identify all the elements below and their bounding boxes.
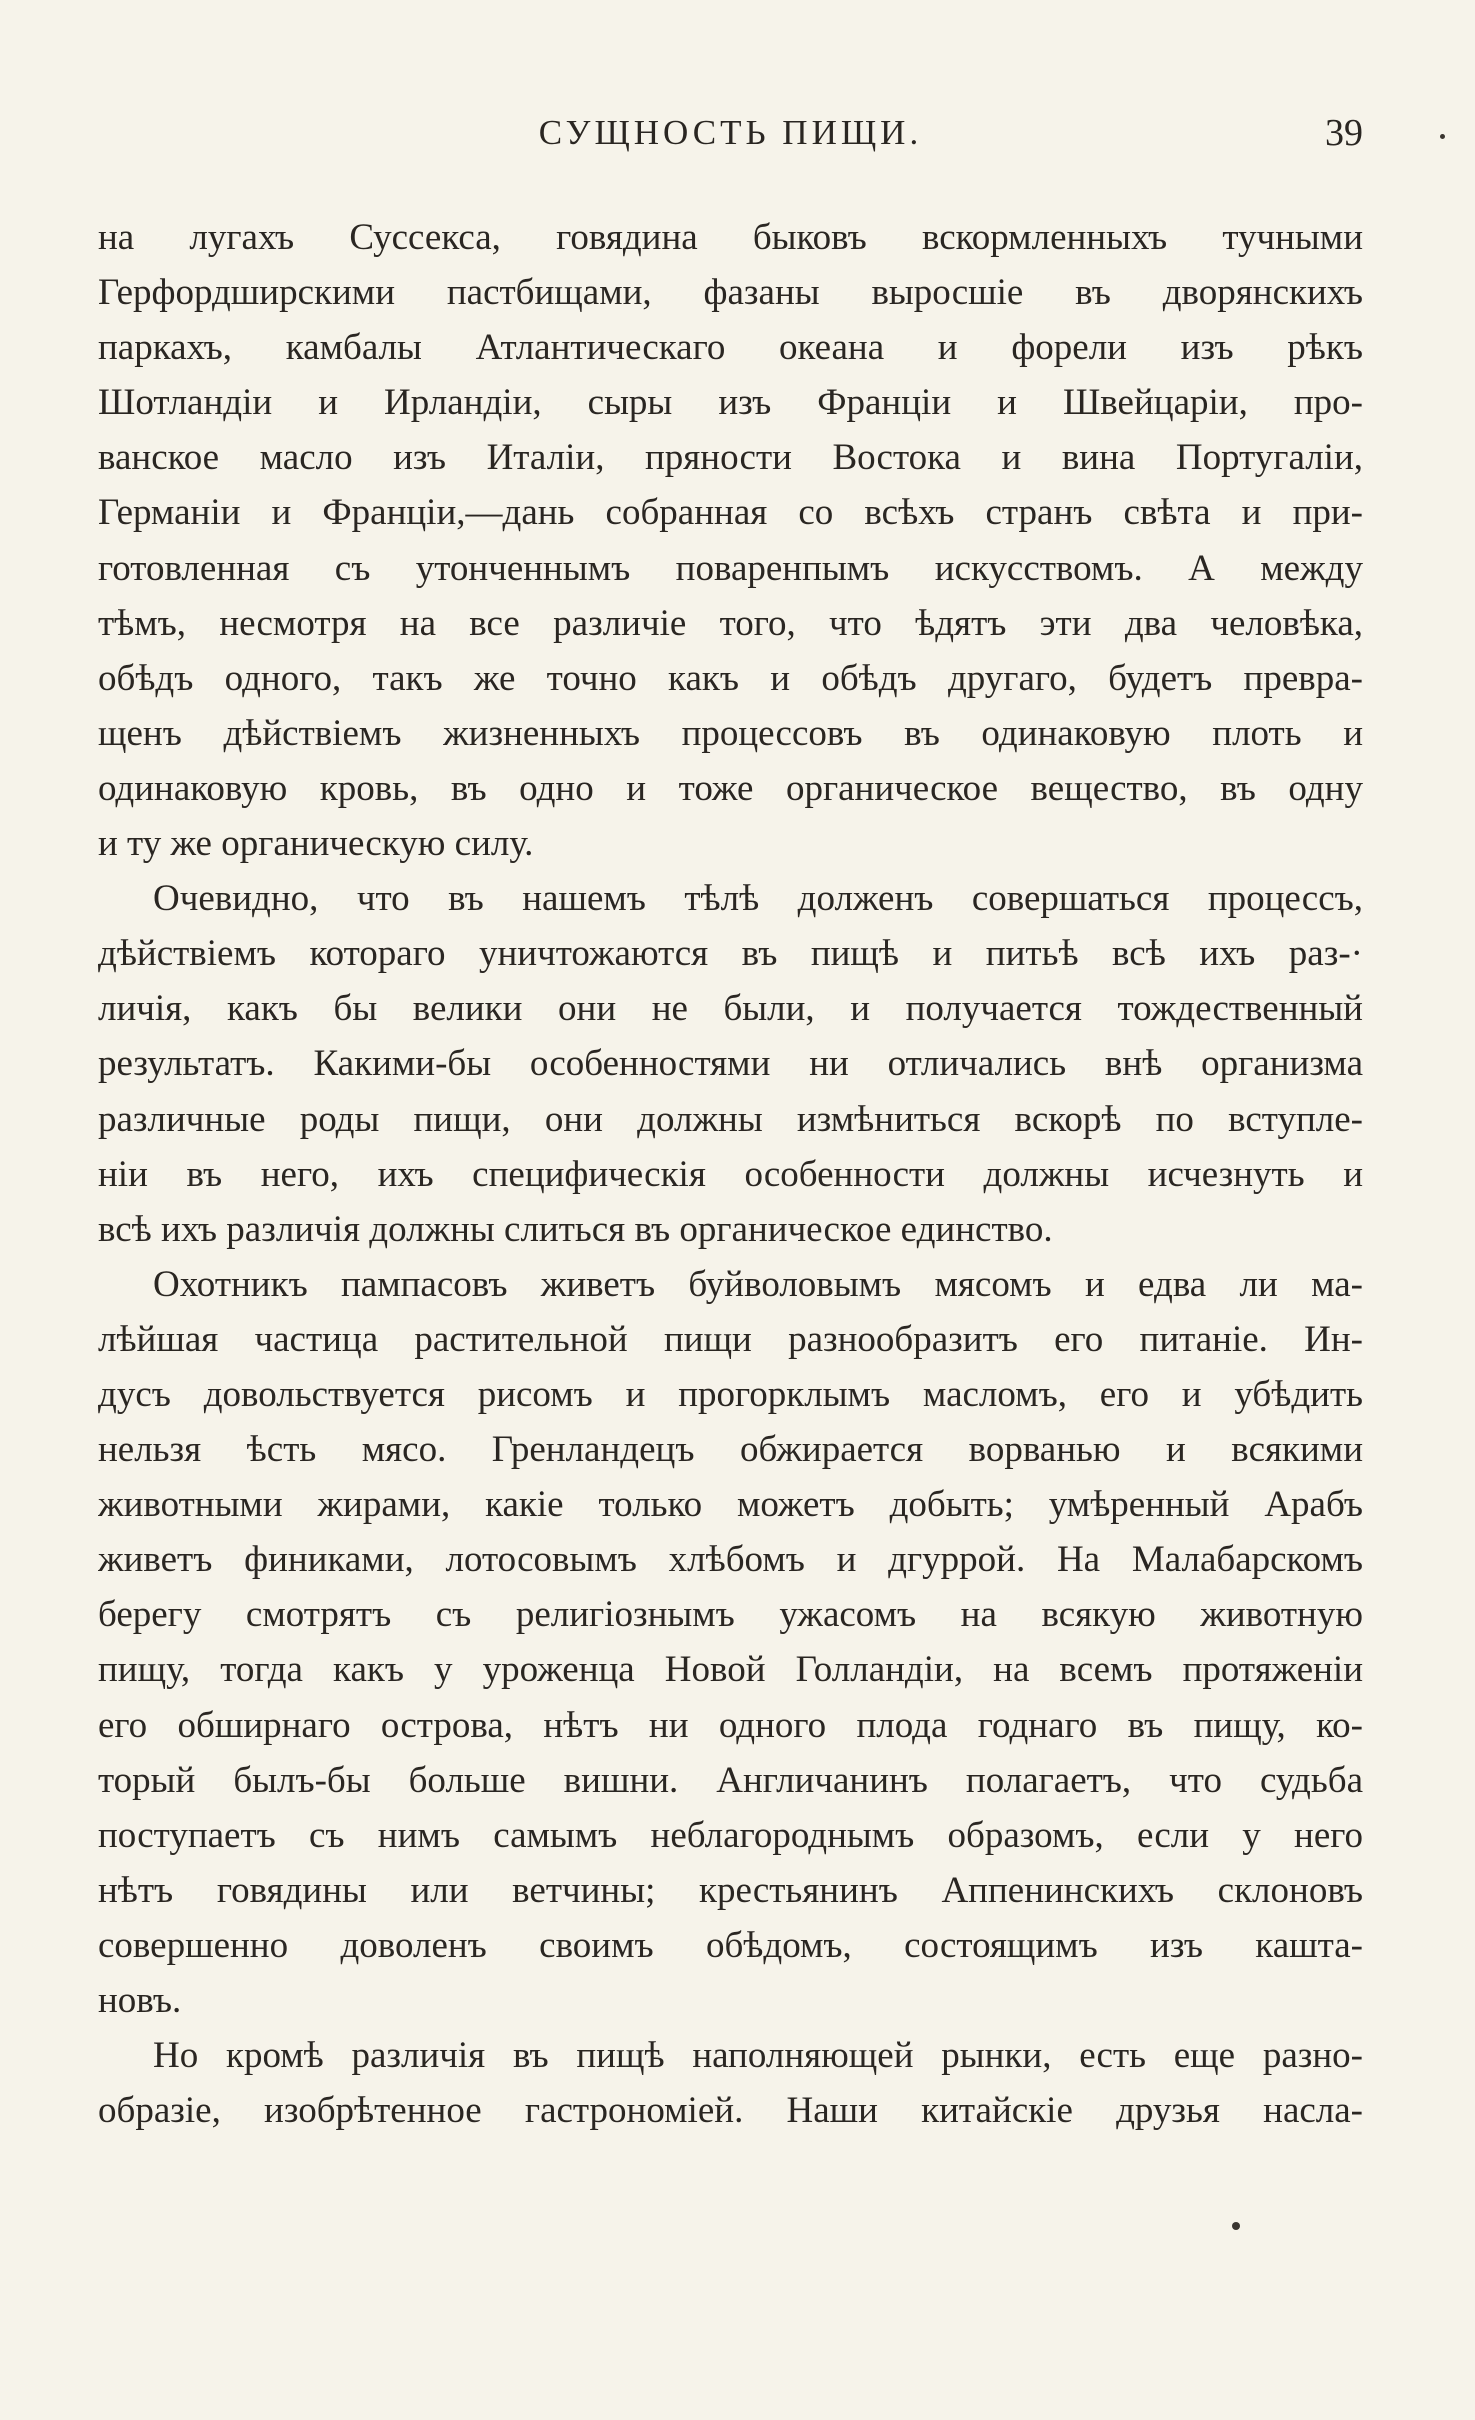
text-line: образіе, изобрѣтенное гастрономіей. Наши китайскіе друзья насла- <box>98 2090 1363 2132</box>
text-line: берегу смотрятъ съ религіознымъ ужасомъ на всякую животную <box>98 1594 1363 1636</box>
ink-speck <box>1440 134 1445 139</box>
text-line: Шотландіи и Ирландіи, сыры изъ Франціи и Швейцаріи, про- <box>98 382 1363 424</box>
text-line: готовленная съ утонченнымъ поваренпымъ искусствомъ. А между <box>98 547 1363 589</box>
paragraph <box>98 210 1363 871</box>
paragraph <box>98 871 1363 1257</box>
text-line: дѣйствіемъ котораго уничтожаются въ пищѣ и питьѣ всѣ ихъ раз-· <box>98 933 1363 975</box>
text-line: пищу, тогда какъ у уроженца Новой Голландіи, на всемъ протяженіи <box>98 1649 1363 1691</box>
text-line: его обширнаго острова, нѣтъ ни одного плода годнаго въ пищу, ко- <box>98 1704 1363 1746</box>
text-line: результатъ. Какими-бы особенностями ни отличались внѣ организма <box>98 1043 1363 1085</box>
paragraph <box>98 1257 1363 2028</box>
text-line: на лугахъ Суссекса, говядина быковъ вскормленныхъ тучными <box>98 217 1363 258</box>
text-line: тѣмъ, несмотря на все различіе того, что ѣдятъ эти два человѣка, <box>98 602 1363 644</box>
text-line: новъ. <box>98 1980 182 2021</box>
text-line: одинаковую кровь, въ одно и тоже органическое вещество, въ одну <box>98 767 1363 809</box>
body-text <box>98 210 1363 2138</box>
text-line: лѣйшая частица растительной пищи разнообразитъ его питаніе. Ин- <box>98 1318 1363 1360</box>
text-line: совершенно доволенъ своимъ обѣдомъ, состоящимъ изъ кашта- <box>98 1924 1363 1966</box>
text-line: животными жирами, какіе только можетъ добыть; умѣренный Арабъ <box>98 1484 1363 1526</box>
running-title: СУЩНОСТЬ ПИЩИ. <box>538 113 923 152</box>
text-line: Герфордширскими пастбищами, фазаны выросшіе въ дворянскихъ <box>98 272 1363 314</box>
text-line: ніи въ него, ихъ специфическія особенности должны исчезнуть и <box>98 1153 1363 1195</box>
paragraph <box>98 2028 1363 2138</box>
text-line: живетъ финиками, лотосовымъ хлѣбомъ и дгуррой. На Малабарскомъ <box>98 1539 1363 1581</box>
text-line: паркахъ, камбалы Атлантическаго океана и форели изъ рѣкъ <box>98 327 1363 369</box>
text-line: различные роды пищи, они должны измѣниться вскорѣ по вступле- <box>98 1098 1363 1140</box>
running-head <box>98 108 1363 158</box>
text-line: Охотникъ пампасовъ живетъ буйволовымъ мясомъ и едва ли ма- <box>153 1263 1363 1305</box>
text-line: и ту же органическую силу. <box>98 823 534 865</box>
text-line: личія, какъ бы велики они не были, и получается тождественный <box>98 988 1363 1030</box>
text-line: нѣтъ говядины или ветчины; крестьянинъ Аппенинскихъ склоновъ <box>98 1869 1363 1911</box>
text-line: Очевидно, что въ нашемъ тѣлѣ долженъ совершаться процессъ, <box>153 878 1363 920</box>
text-line: всѣ ихъ различія должны слиться въ органическое единство. <box>98 1208 1053 1250</box>
text-line: нельзя ѣсть мясо. Гренландецъ обжирается ворванью и всякими <box>98 1429 1363 1471</box>
text-line: щенъ дѣйствіемъ жизненныхъ процессовъ въ одинаковую плоть и <box>98 712 1363 754</box>
text-line: торый былъ-бы больше вишни. Англичанинъ полагаетъ, что судьба <box>98 1759 1363 1801</box>
text-line: обѣдъ одного, такъ же точно какъ и обѣдъ другаго, будетъ превра- <box>98 657 1363 699</box>
text-line: дусъ довольствуется рисомъ и прогорклымъ масломъ, его и убѣдить <box>98 1373 1363 1415</box>
text-line: Но кромѣ различія въ пищѣ наполняющей рынки, есть еще разно- <box>153 2035 1363 2077</box>
text-line: ванское масло изъ Италіи, пряности Востока и вина Португаліи, <box>98 437 1363 479</box>
page-number: 39 <box>1325 112 1363 154</box>
ink-speck <box>1232 2222 1240 2230</box>
text-line: Германіи и Франціи,—дань собранная со всѣхъ странъ свѣта и при- <box>98 492 1363 534</box>
text-line: поступаетъ съ нимъ самымъ неблагороднымъ образомъ, если у него <box>98 1814 1363 1856</box>
